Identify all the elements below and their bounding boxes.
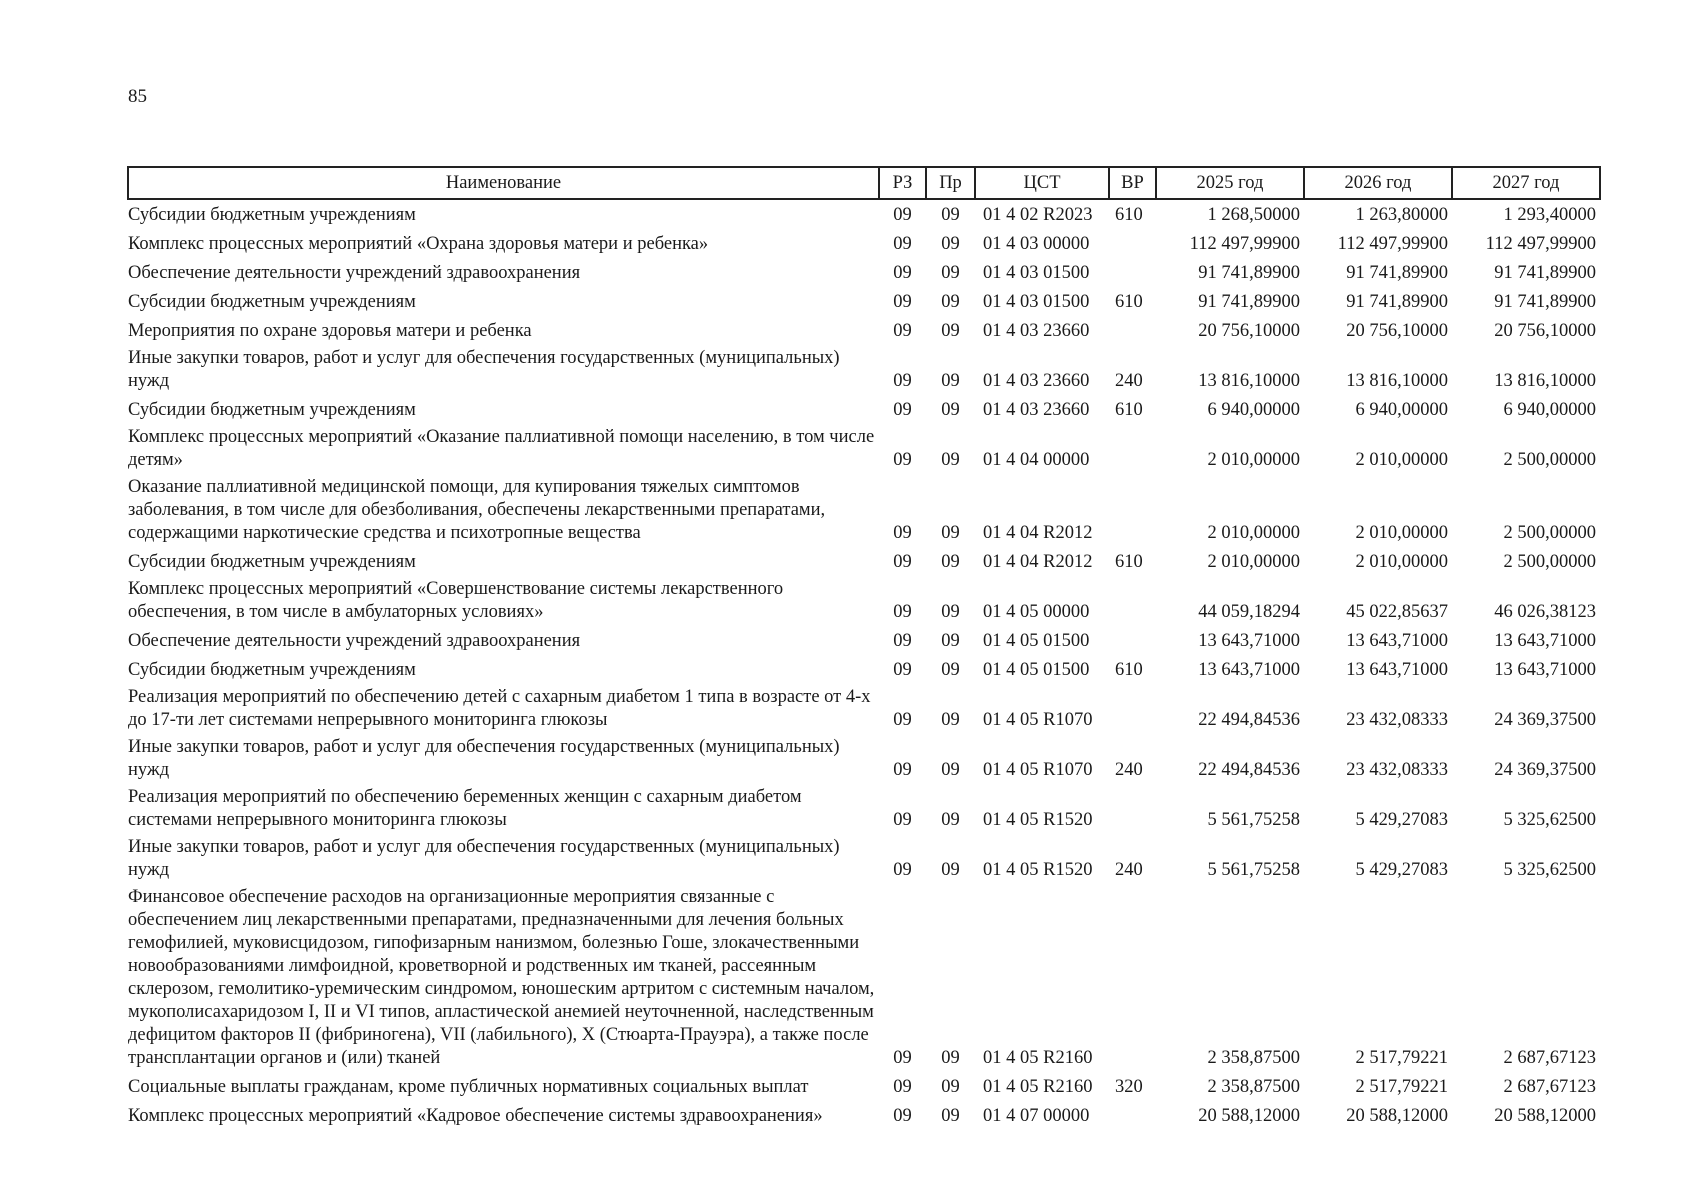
row-cst: 01 4 05 00000 bbox=[983, 602, 1090, 622]
row-cst: 01 4 03 23660 bbox=[983, 400, 1090, 420]
row-vr bbox=[1109, 684, 1156, 734]
row-rz: 09 bbox=[893, 450, 912, 470]
row-vr bbox=[1109, 884, 1156, 1072]
row-vr: 240 bbox=[1115, 860, 1143, 880]
page-number: 85 bbox=[128, 86, 147, 107]
row-pr: 09 bbox=[941, 1048, 960, 1068]
row-value-2026: 20 588,12000 bbox=[1346, 1106, 1448, 1126]
row-name: Обеспечение деятельности учреждений здравоохранения bbox=[128, 631, 581, 651]
row-name: Финансовое обеспечение расходов на организационные мероприятия связанные с обеспечением лиц лекарственными препаратами, предназначенными для лечения больных гемофилией, муковисцидозом, гипофизарным нанизмом, болезнью Гоше, злокачественными новообразованиями лимфоидной, кроветворной и родственных им тканей, рассеянным склерозом, гемолитико-уремическим синдромом, юношеским артритом с системным началом, мукополисахаридозом I, II и VI типов, апластической анемией неуточненной, наследственным дефицитом факторов II (фибриногена), VII (лабильного), X (Стюарта-Прауэра), а также после трансплантации органов и (или) тканей bbox=[128, 887, 875, 1068]
row-value-2027: 5 325,62500 bbox=[1503, 810, 1596, 830]
row-rz: 09 bbox=[893, 234, 912, 254]
row-value-2025: 5 561,75258 bbox=[1207, 860, 1300, 880]
row-value-2027: 2 500,00000 bbox=[1503, 450, 1596, 470]
row-value-2026: 20 756,10000 bbox=[1346, 321, 1448, 341]
row-value-2026: 13 816,10000 bbox=[1346, 371, 1448, 391]
row-rz: 09 bbox=[893, 631, 912, 651]
row-value-2026: 1 263,80000 bbox=[1355, 205, 1448, 225]
header-vr: ВР bbox=[1109, 167, 1156, 199]
row-value-2026: 13 643,71000 bbox=[1346, 660, 1448, 680]
row-value-2026: 2 010,00000 bbox=[1355, 523, 1448, 543]
row-value-2027: 13 643,71000 bbox=[1494, 631, 1596, 651]
row-vr bbox=[1109, 258, 1156, 287]
row-value-2026: 23 432,08333 bbox=[1346, 760, 1448, 780]
row-value-2027: 24 369,37500 bbox=[1494, 710, 1596, 730]
table-row bbox=[128, 734, 1600, 784]
row-cst: 01 4 03 23660 bbox=[983, 321, 1090, 341]
row-rz: 09 bbox=[893, 371, 912, 391]
row-rz: 09 bbox=[893, 660, 912, 680]
row-value-2027: 2 500,00000 bbox=[1503, 523, 1596, 543]
row-pr: 09 bbox=[941, 810, 960, 830]
row-value-2026: 2 517,79221 bbox=[1355, 1077, 1448, 1097]
row-name: Субсидии бюджетным учреждениям bbox=[128, 552, 416, 572]
row-cst: 01 4 05 01500 bbox=[983, 631, 1090, 651]
row-value-2026: 91 741,89900 bbox=[1346, 263, 1448, 283]
row-rz: 09 bbox=[893, 760, 912, 780]
row-cst: 01 4 05 R1070 bbox=[983, 710, 1093, 730]
row-cst: 01 4 03 00000 bbox=[983, 234, 1090, 254]
row-name: Комплекс процессных мероприятий «Оказание паллиативной помощи населению, в том числе детям» bbox=[128, 427, 875, 470]
row-rz: 09 bbox=[893, 1106, 912, 1126]
row-vr: 240 bbox=[1115, 371, 1143, 391]
row-value-2027: 13 816,10000 bbox=[1494, 371, 1596, 391]
row-name: Обеспечение деятельности учреждений здравоохранения bbox=[128, 263, 581, 283]
row-value-2026: 45 022,85637 bbox=[1346, 602, 1448, 622]
row-value-2025: 22 494,84536 bbox=[1198, 760, 1300, 780]
row-value-2025: 13 643,71000 bbox=[1198, 660, 1300, 680]
row-vr: 610 bbox=[1115, 552, 1143, 572]
row-pr: 09 bbox=[941, 1106, 960, 1126]
row-vr bbox=[1109, 229, 1156, 258]
row-value-2025: 2 358,87500 bbox=[1207, 1048, 1300, 1068]
row-pr: 09 bbox=[941, 1077, 960, 1097]
row-value-2026: 6 940,00000 bbox=[1355, 400, 1448, 420]
row-rz: 09 bbox=[893, 1077, 912, 1097]
row-value-2025: 2 010,00000 bbox=[1207, 552, 1300, 572]
row-value-2027: 2 687,67123 bbox=[1503, 1048, 1596, 1068]
row-vr bbox=[1109, 316, 1156, 345]
row-name: Мероприятия по охране здоровья матери и ребенка bbox=[128, 321, 532, 341]
table-row bbox=[128, 784, 1600, 834]
row-pr: 09 bbox=[941, 710, 960, 730]
row-cst: 01 4 07 00000 bbox=[983, 1106, 1090, 1126]
header-2026: 2026 год bbox=[1304, 167, 1452, 199]
row-value-2027: 46 026,38123 bbox=[1494, 602, 1596, 622]
table-row bbox=[128, 834, 1600, 884]
row-value-2025: 20 756,10000 bbox=[1198, 321, 1300, 341]
row-cst: 01 4 03 01500 bbox=[983, 292, 1090, 312]
row-value-2025: 13 816,10000 bbox=[1198, 371, 1300, 391]
row-cst: 01 4 04 R2012 bbox=[983, 523, 1093, 543]
table-row bbox=[128, 395, 1600, 424]
table-row bbox=[128, 1101, 1600, 1130]
row-pr: 09 bbox=[941, 660, 960, 680]
row-name: Реализация мероприятий по обеспечению детей с сахарным диабетом 1 типа в возрасте от 4-х до 17-ти лет системами непрерывного мониторинга глюкозы bbox=[128, 687, 871, 730]
header-rz: РЗ bbox=[879, 167, 926, 199]
row-pr: 09 bbox=[941, 205, 960, 225]
row-pr: 09 bbox=[941, 523, 960, 543]
table-row bbox=[128, 424, 1600, 474]
row-value-2025: 44 059,18294 bbox=[1198, 602, 1300, 622]
row-pr: 09 bbox=[941, 263, 960, 283]
row-pr: 09 bbox=[941, 321, 960, 341]
row-name: Иные закупки товаров, работ и услуг для обеспечения государственных (муниципальных) нужд bbox=[128, 837, 840, 880]
row-value-2026: 112 497,99900 bbox=[1337, 234, 1448, 254]
row-name: Комплекс процессных мероприятий «Кадровое обеспечение системы здравоохранения» bbox=[128, 1106, 823, 1126]
row-value-2025: 2 358,87500 bbox=[1207, 1077, 1300, 1097]
table-row bbox=[128, 258, 1600, 287]
table-row bbox=[128, 199, 1600, 229]
table-row bbox=[128, 626, 1600, 655]
row-value-2025: 5 561,75258 bbox=[1207, 810, 1300, 830]
row-value-2026: 91 741,89900 bbox=[1346, 292, 1448, 312]
row-value-2027: 20 756,10000 bbox=[1494, 321, 1596, 341]
table-row bbox=[128, 684, 1600, 734]
row-rz: 09 bbox=[893, 263, 912, 283]
row-value-2026: 5 429,27083 bbox=[1355, 860, 1448, 880]
row-vr bbox=[1109, 576, 1156, 626]
row-name: Субсидии бюджетным учреждениям bbox=[128, 660, 416, 680]
row-value-2026: 2 010,00000 bbox=[1355, 450, 1448, 470]
row-vr: 320 bbox=[1115, 1077, 1143, 1097]
row-cst: 01 4 03 23660 bbox=[983, 371, 1090, 391]
row-pr: 09 bbox=[941, 292, 960, 312]
table-row bbox=[128, 316, 1600, 345]
row-rz: 09 bbox=[893, 810, 912, 830]
row-value-2025: 1 268,50000 bbox=[1207, 205, 1300, 225]
row-pr: 09 bbox=[941, 552, 960, 572]
row-value-2027: 13 643,71000 bbox=[1494, 660, 1596, 680]
row-cst: 01 4 03 01500 bbox=[983, 263, 1090, 283]
row-rz: 09 bbox=[893, 292, 912, 312]
row-cst: 01 4 05 R2160 bbox=[983, 1048, 1093, 1068]
row-pr: 09 bbox=[941, 450, 960, 470]
row-value-2027: 20 588,12000 bbox=[1494, 1106, 1596, 1126]
row-value-2027: 2 500,00000 bbox=[1503, 552, 1596, 572]
row-name: Реализация мероприятий по обеспечению беременных женщин с сахарным диабетом системами непрерывного мониторинга глюкозы bbox=[128, 787, 802, 830]
row-cst: 01 4 04 00000 bbox=[983, 450, 1090, 470]
row-value-2025: 13 643,71000 bbox=[1198, 631, 1300, 651]
row-rz: 09 bbox=[893, 1048, 912, 1068]
table-row bbox=[128, 474, 1600, 547]
row-vr: 610 bbox=[1115, 292, 1143, 312]
row-vr bbox=[1109, 1101, 1156, 1130]
row-value-2026: 5 429,27083 bbox=[1355, 810, 1448, 830]
row-rz: 09 bbox=[893, 400, 912, 420]
row-value-2027: 112 497,99900 bbox=[1485, 234, 1596, 254]
row-vr: 610 bbox=[1115, 205, 1143, 225]
table-row bbox=[128, 1072, 1600, 1101]
row-value-2027: 91 741,89900 bbox=[1494, 292, 1596, 312]
row-value-2025: 91 741,89900 bbox=[1198, 292, 1300, 312]
row-value-2027: 91 741,89900 bbox=[1494, 263, 1596, 283]
row-rz: 09 bbox=[893, 710, 912, 730]
row-cst: 01 4 05 R1520 bbox=[983, 860, 1093, 880]
row-pr: 09 bbox=[941, 760, 960, 780]
header-2025: 2025 год bbox=[1156, 167, 1304, 199]
row-rz: 09 bbox=[893, 321, 912, 341]
row-vr: 610 bbox=[1115, 660, 1143, 680]
header-cst: ЦСТ bbox=[975, 167, 1109, 199]
row-value-2025: 6 940,00000 bbox=[1207, 400, 1300, 420]
table-row bbox=[128, 345, 1600, 395]
row-name: Субсидии бюджетным учреждениям bbox=[128, 400, 416, 420]
row-name: Комплекс процессных мероприятий «Охрана здоровья матери и ребенка» bbox=[128, 234, 709, 254]
row-value-2025: 20 588,12000 bbox=[1198, 1106, 1300, 1126]
table-row bbox=[128, 884, 1600, 1072]
table-body bbox=[128, 199, 1600, 1130]
row-rz: 09 bbox=[893, 602, 912, 622]
row-value-2025: 91 741,89900 bbox=[1198, 263, 1300, 283]
row-pr: 09 bbox=[941, 234, 960, 254]
row-name: Субсидии бюджетным учреждениям bbox=[128, 205, 416, 225]
table-header-row bbox=[128, 167, 1600, 199]
row-name: Социальные выплаты гражданам, кроме публичных нормативных социальных выплат bbox=[128, 1077, 809, 1097]
row-name: Оказание паллиативной медицинской помощи, для купирования тяжелых симптомов заболевания, в том числе для обезболивания, обеспечены лекарственными препаратами, содержащими наркотические средства и психотропные вещества bbox=[128, 477, 826, 543]
row-vr: 240 bbox=[1115, 760, 1143, 780]
row-rz: 09 bbox=[893, 205, 912, 225]
row-cst: 01 4 02 R2023 bbox=[983, 205, 1093, 225]
header-name: Наименование bbox=[128, 167, 879, 199]
row-rz: 09 bbox=[893, 523, 912, 543]
row-value-2025: 2 010,00000 bbox=[1207, 523, 1300, 543]
row-pr: 09 bbox=[941, 371, 960, 391]
row-vr bbox=[1109, 424, 1156, 474]
table-row bbox=[128, 547, 1600, 576]
row-pr: 09 bbox=[941, 602, 960, 622]
header-2027: 2027 год bbox=[1452, 167, 1600, 199]
row-rz: 09 bbox=[893, 552, 912, 572]
row-name: Иные закупки товаров, работ и услуг для обеспечения государственных (муниципальных) нужд bbox=[128, 737, 840, 780]
row-value-2026: 2 517,79221 bbox=[1355, 1048, 1448, 1068]
table-row bbox=[128, 229, 1600, 258]
row-rz: 09 bbox=[893, 860, 912, 880]
row-value-2026: 23 432,08333 bbox=[1346, 710, 1448, 730]
budget-table bbox=[127, 166, 1601, 1130]
row-pr: 09 bbox=[941, 860, 960, 880]
row-value-2027: 1 293,40000 bbox=[1503, 205, 1596, 225]
row-vr: 610 bbox=[1115, 400, 1143, 420]
table-row bbox=[128, 576, 1600, 626]
row-cst: 01 4 05 R1520 bbox=[983, 810, 1093, 830]
row-value-2027: 2 687,67123 bbox=[1503, 1077, 1596, 1097]
row-vr bbox=[1109, 626, 1156, 655]
row-value-2027: 5 325,62500 bbox=[1503, 860, 1596, 880]
table-row bbox=[128, 287, 1600, 316]
row-cst: 01 4 05 R1070 bbox=[983, 760, 1093, 780]
row-value-2025: 112 497,99900 bbox=[1189, 234, 1300, 254]
row-cst: 01 4 05 01500 bbox=[983, 660, 1090, 680]
table-row bbox=[128, 655, 1600, 684]
row-vr bbox=[1109, 474, 1156, 547]
row-value-2027: 24 369,37500 bbox=[1494, 760, 1596, 780]
row-value-2026: 13 643,71000 bbox=[1346, 631, 1448, 651]
row-name: Комплекс процессных мероприятий «Совершенствование системы лекарственного обеспечения, в том числе в амбулаторных условиях» bbox=[128, 579, 784, 622]
row-name: Субсидии бюджетным учреждениям bbox=[128, 292, 416, 312]
row-pr: 09 bbox=[941, 631, 960, 651]
row-vr bbox=[1109, 784, 1156, 834]
row-cst: 01 4 04 R2012 bbox=[983, 552, 1093, 572]
row-value-2025: 22 494,84536 bbox=[1198, 710, 1300, 730]
row-value-2027: 6 940,00000 bbox=[1503, 400, 1596, 420]
header-pr: Пр bbox=[926, 167, 975, 199]
row-value-2025: 2 010,00000 bbox=[1207, 450, 1300, 470]
row-pr: 09 bbox=[941, 400, 960, 420]
row-value-2026: 2 010,00000 bbox=[1355, 552, 1448, 572]
row-name: Иные закупки товаров, работ и услуг для обеспечения государственных (муниципальных) нужд bbox=[128, 348, 840, 391]
row-cst: 01 4 05 R2160 bbox=[983, 1077, 1093, 1097]
